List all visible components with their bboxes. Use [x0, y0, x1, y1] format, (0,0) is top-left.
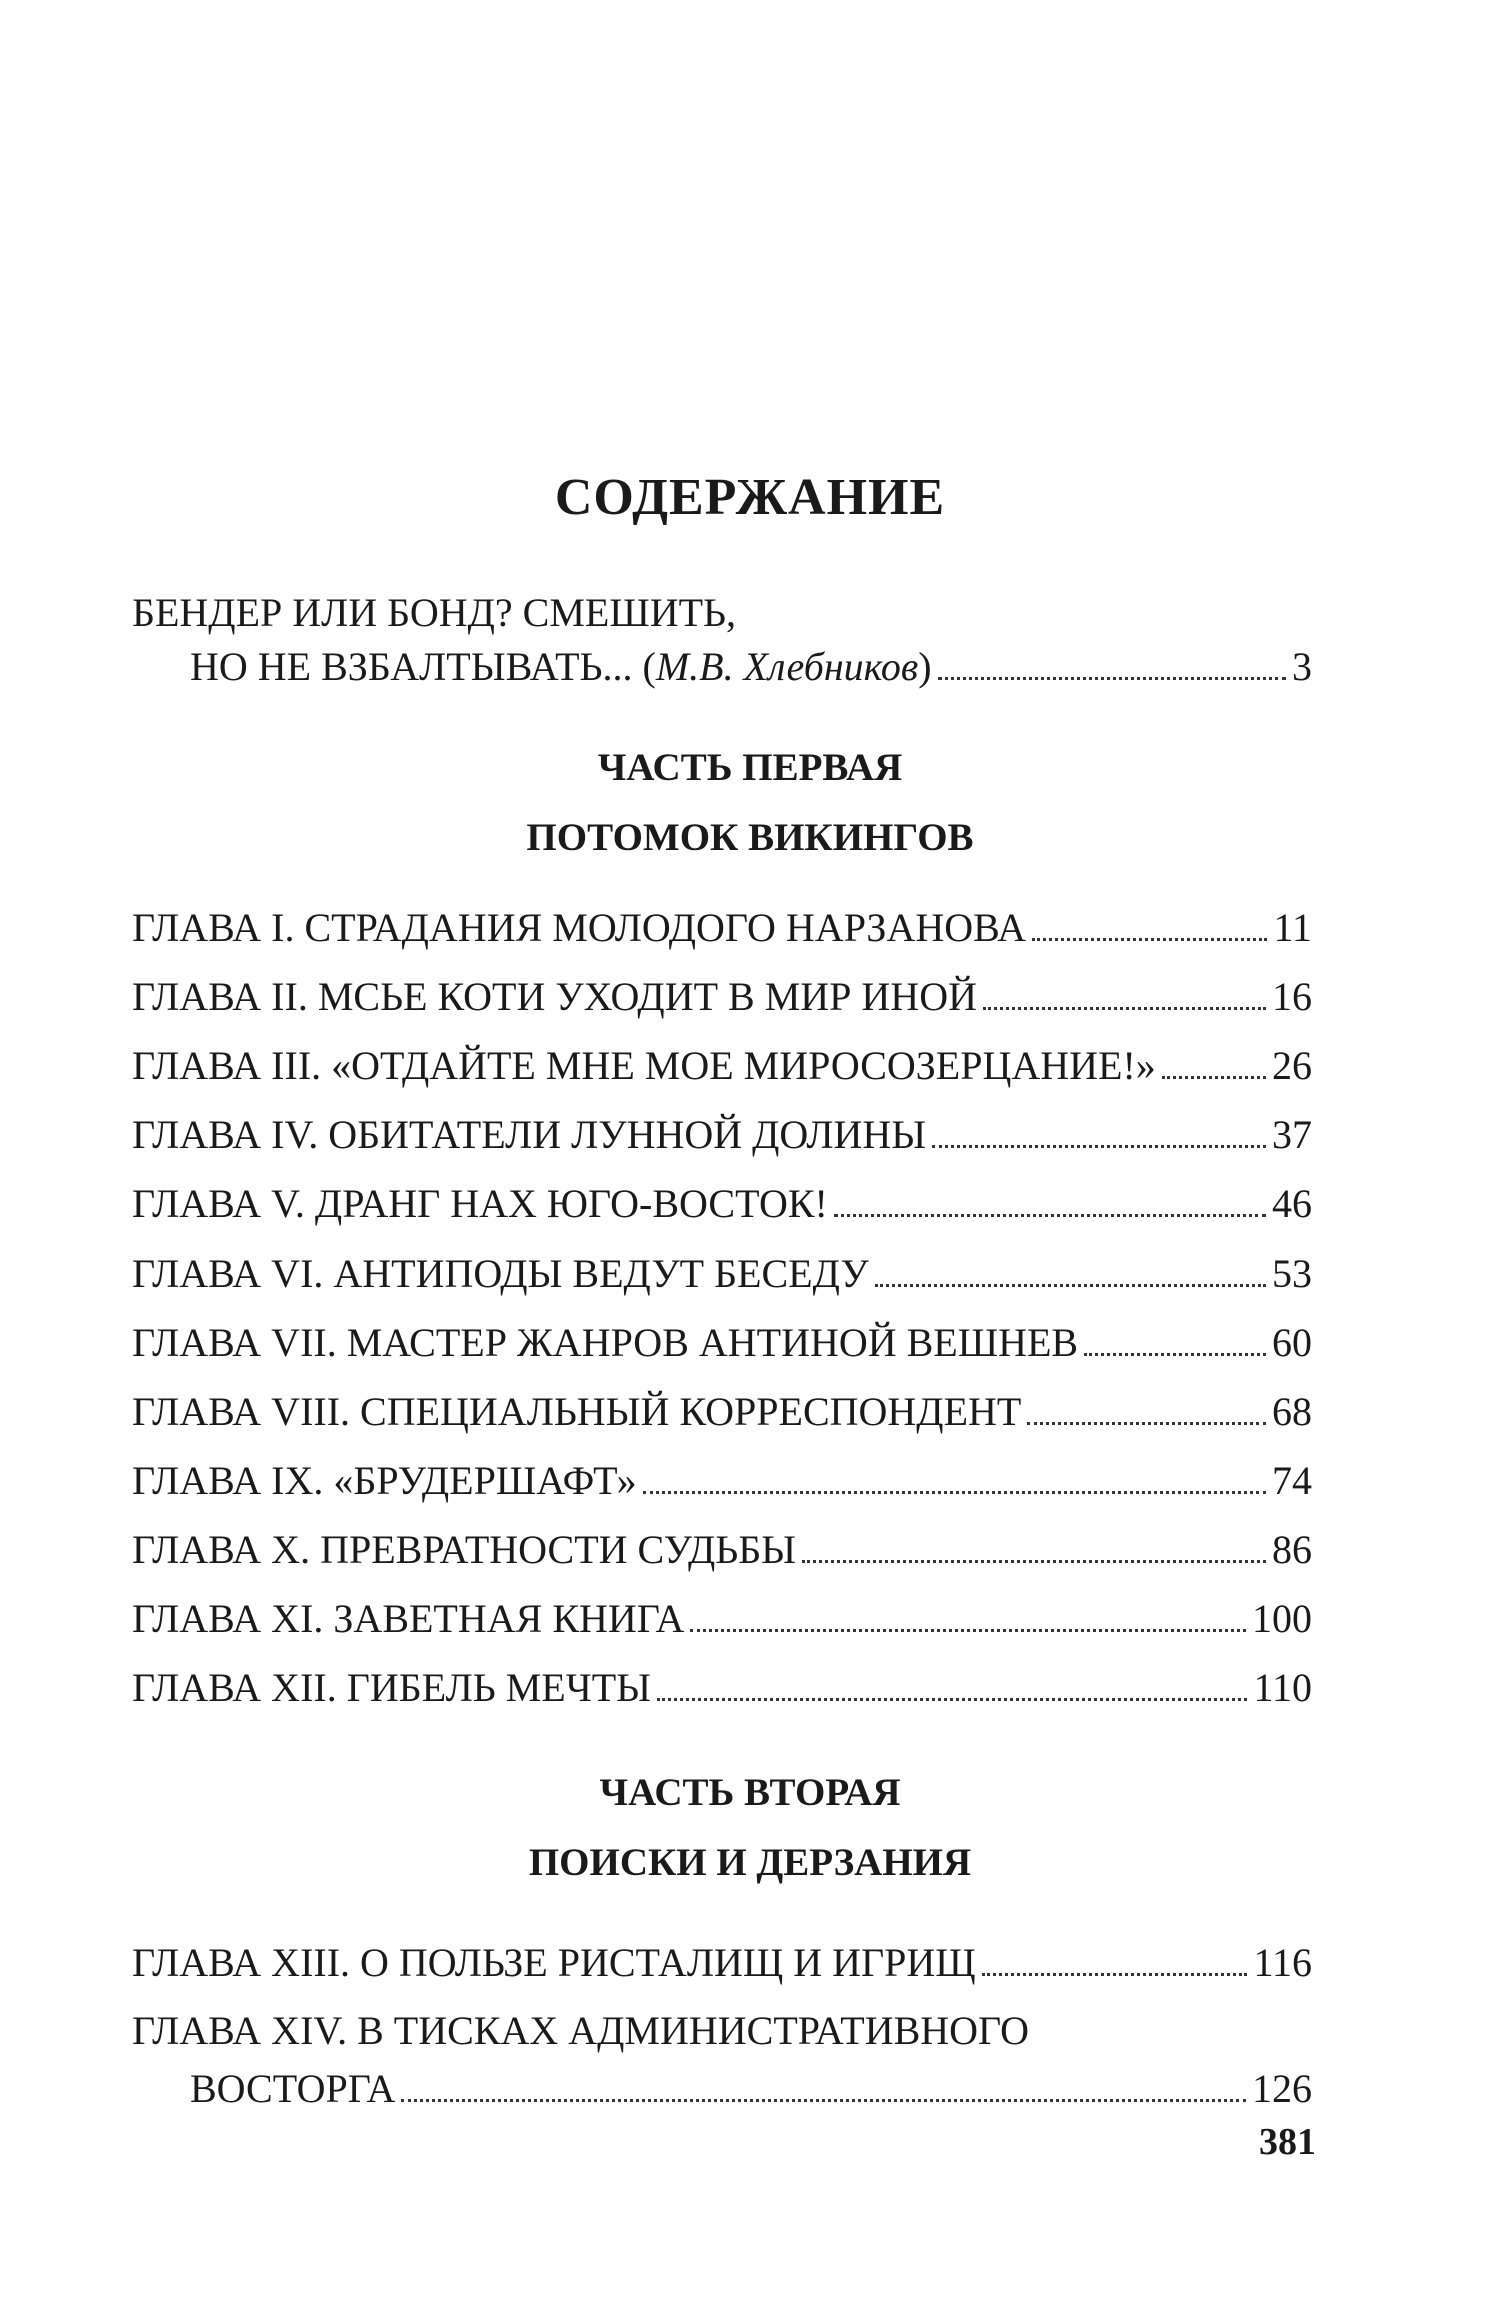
- page-number: 100: [1252, 1596, 1312, 1641]
- chapter-title: ГЛАВА IV. ОБИТАТЕЛИ ЛУННОЙ ДОЛИНЫ: [132, 1112, 927, 1157]
- chapter-title: ГЛАВА II. МСЬЕ КОТИ УХОДИТ В МИР ИНОЙ: [132, 974, 977, 1019]
- dot-leader: [834, 1214, 1266, 1217]
- dot-leader: [1162, 1076, 1266, 1079]
- chapter-title: ВОСТОРГА: [190, 2066, 396, 2111]
- preface-line-1: БЕНДЕР ИЛИ БОНД? СМЕШИТЬ,: [132, 590, 736, 635]
- page-number: 53: [1272, 1251, 1312, 1296]
- page-number: 11: [1273, 905, 1312, 950]
- dot-leader: [1084, 1353, 1266, 1356]
- dot-leader: [983, 1007, 1266, 1010]
- part1-label: ЧАСТЬ ПЕРВАЯ: [597, 746, 903, 789]
- toc-entry-chapter-8[interactable]: [132, 1387, 1312, 1437]
- toc-entry-chapter-12[interactable]: [132, 1663, 1312, 1713]
- dot-leader: [1027, 1422, 1266, 1425]
- dot-leader: [938, 677, 1286, 680]
- page-title: СОДЕРЖАНИЕ: [554, 469, 946, 526]
- page-number: 68: [1272, 1389, 1312, 1434]
- page-number: 3: [1292, 644, 1312, 689]
- chapter-title: ГЛАВА IX. «БРУДЕРШАФТ»: [132, 1458, 637, 1503]
- chapter-title: ГЛАВА I. СТРАДАНИЯ МОЛОДОГО НАРЗАНОВА: [132, 905, 1027, 950]
- chapter-14-line-1: ГЛАВА XIV. В ТИСКАХ АДМИНИСТРАТИВНОГО: [132, 2008, 1030, 2053]
- dot-leader: [643, 1491, 1266, 1494]
- folio-page-number: 381: [1259, 2121, 1316, 2163]
- page-number: 37: [1272, 1112, 1312, 1157]
- chapter-title: ГЛАВА V. ДРАНГ НАХ ЮГО-ВОСТОК!: [132, 1181, 828, 1226]
- page-number: 110: [1253, 1665, 1312, 1710]
- toc-entry-chapter-11[interactable]: [132, 1594, 1312, 1644]
- dot-leader: [401, 2099, 1246, 2102]
- toc-entry-chapter-6[interactable]: [132, 1249, 1312, 1299]
- page-number: 46: [1272, 1181, 1312, 1226]
- page-number: 26: [1272, 1043, 1312, 1088]
- chapter-title: ГЛАВА XIII. О ПОЛЬЗЕ РИСТАЛИЩ И ИГРИЩ: [132, 1940, 976, 1985]
- chapter-title: ГЛАВА VIII. СПЕЦИАЛЬНЫЙ КОРРЕСПОНДЕНТ: [132, 1389, 1022, 1434]
- dot-leader: [1032, 938, 1267, 941]
- toc-entry-chapter-9[interactable]: [132, 1456, 1312, 1506]
- preface-author: М.В. Хлебников: [655, 644, 919, 689]
- toc-entry-chapter-10[interactable]: [132, 1525, 1312, 1575]
- dot-leader: [657, 1698, 1247, 1701]
- page-number: 16: [1272, 974, 1312, 1019]
- toc-entry-chapter-14[interactable]: [190, 2064, 1312, 2114]
- part1-name: ПОТОМОК ВИКИНГОВ: [526, 816, 974, 859]
- part2-name: ПОИСКИ И ДЕРЗАНИЯ: [528, 1841, 972, 1884]
- page-number: 86: [1272, 1527, 1312, 1572]
- page-number: 126: [1252, 2066, 1312, 2111]
- toc-entry-chapter-5[interactable]: [132, 1179, 1312, 1229]
- dot-leader: [932, 1145, 1266, 1148]
- toc-entry-chapter-3[interactable]: [132, 1041, 1312, 1091]
- toc-entry-chapter-2[interactable]: [132, 972, 1312, 1022]
- chapter-title: ГЛАВА XII. ГИБЕЛЬ МЕЧТЫ: [132, 1665, 652, 1710]
- toc-entry-chapter-4[interactable]: [132, 1110, 1312, 1160]
- chapter-title: ГЛАВА VII. МАСТЕР ЖАНРОВ АНТИНОЙ ВЕШНЕВ: [132, 1320, 1079, 1365]
- preface-line-2: НО НЕ ВЗБАЛТЫВАТЬ... (М.В. Хлебников): [190, 644, 932, 689]
- chapter-title: ГЛАВА XI. ЗАВЕТНАЯ КНИГА: [132, 1596, 685, 1641]
- dot-leader: [875, 1284, 1266, 1287]
- page-number: 116: [1253, 1940, 1312, 1985]
- chapter-title: ГЛАВА X. ПРЕВРАТНОСТИ СУДЬБЫ: [132, 1527, 797, 1572]
- toc-entry-chapter-1[interactable]: [132, 903, 1312, 953]
- dot-leader: [802, 1560, 1266, 1563]
- chapter-title: ГЛАВА VI. АНТИПОДЫ ВЕДУТ БЕСЕДУ: [132, 1251, 869, 1296]
- dot-leader: [982, 1973, 1248, 1976]
- page-number: 74: [1272, 1458, 1312, 1503]
- preface-entry[interactable]: [190, 642, 1312, 692]
- toc-entry-chapter-7[interactable]: [132, 1318, 1312, 1368]
- dot-leader: [690, 1629, 1246, 1632]
- toc-entry-chapter-13[interactable]: [132, 1938, 1312, 1988]
- page-number: 60: [1272, 1320, 1312, 1365]
- part2-label: ЧАСТЬ ВТОРАЯ: [599, 1771, 901, 1814]
- chapter-title: ГЛАВА III. «ОТДАЙТЕ МНЕ МОЕ МИРОСОЗЕРЦАНИЕ!»: [132, 1043, 1156, 1088]
